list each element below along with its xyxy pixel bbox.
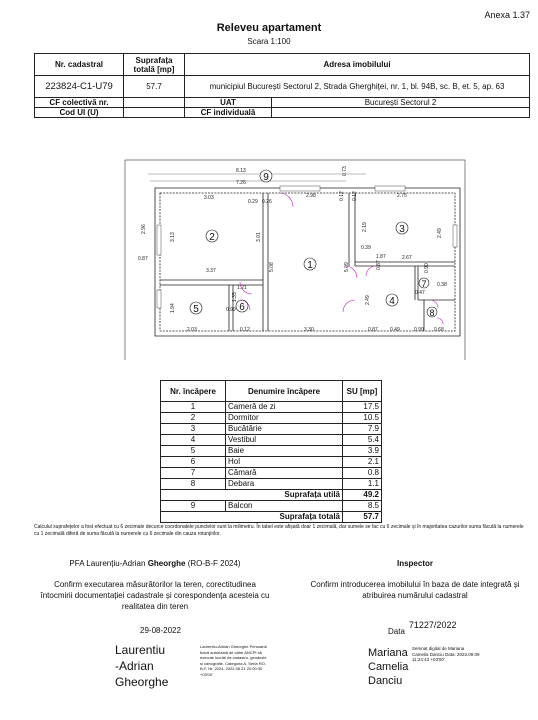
svg-text:3.03: 3.03 [204, 195, 214, 201]
svg-text:0.87: 0.87 [368, 327, 378, 333]
svg-text:2: 2 [209, 232, 215, 243]
surveyor-signature: Laurentiu -Adrian Gheorghe [115, 643, 169, 689]
document-title: Releveu apartament [216, 22, 322, 34]
svg-text:1.94: 1.94 [170, 303, 176, 313]
uat-label: UAT [185, 98, 272, 108]
svg-text:1.21: 1.21 [237, 285, 247, 291]
cf-colectiva-label: CF colectivă nr. [35, 98, 124, 108]
useful-area-row: Suprafața utilă 49.2 [161, 490, 382, 501]
svg-text:6: 6 [239, 302, 245, 313]
svg-text:0.90: 0.90 [424, 263, 430, 273]
room-7-marker [419, 278, 429, 289]
svg-text:0.12: 0.12 [240, 327, 250, 333]
table-row: 5 Baie 3.9 [161, 446, 382, 457]
surveyor-digital-stamp: Laurentiu-Adrian Gheorghe Persoană fizică autorizată de către ANCPI să execute lucrări de cadastru, geodezie și cartografie. Categoria A, Seria RO-B-F, Nr. 2024. 2022.08.31 20:00:30 +03'00' [200, 644, 267, 677]
svg-text:0.87: 0.87 [376, 260, 382, 270]
scale-label: Scara 1:100 [247, 37, 291, 46]
surface-label: Suprafața totală [mp] [124, 54, 185, 76]
cod-ui-label: Cod UI (U) [35, 108, 124, 118]
rooms-table [160, 380, 382, 523]
svg-text:2.96: 2.96 [141, 224, 147, 234]
inspector-heading: Inspector [396, 559, 433, 568]
svg-text:0.68: 0.68 [434, 327, 444, 333]
floor-plan [0, 150, 538, 360]
table-row: 8 Debara 1.1 [161, 479, 382, 490]
svg-text:1.87: 1.87 [376, 254, 386, 260]
surveyor-confirmation: Confirm executarea măsurătorilor la teren, corectitudinea întocmirii documentației cadastrale și corespondența acesteia cu realitatea din teren [40, 580, 270, 611]
svg-text:0.47: 0.47 [415, 290, 425, 296]
table-row: 7 Cămară 0.8 [161, 468, 382, 479]
svg-text:8.13: 8.13 [236, 168, 246, 174]
address-label: Adresa imobilului [185, 54, 530, 76]
svg-text:0.38: 0.38 [437, 282, 447, 288]
room-1-marker [304, 258, 316, 271]
svg-text:8: 8 [429, 308, 435, 318]
surface-value: 57.7 [124, 76, 185, 98]
svg-text:3.13: 3.13 [170, 232, 176, 242]
svg-text:0.49: 0.49 [390, 327, 400, 333]
svg-text:1: 1 [307, 260, 313, 271]
room-2-marker [206, 230, 218, 243]
room-8-marker [427, 307, 437, 318]
svg-text:2.67: 2.67 [402, 255, 412, 261]
room-4-marker [386, 294, 398, 307]
svg-text:0.87: 0.87 [138, 256, 148, 262]
svg-text:1.35: 1.35 [232, 292, 238, 302]
svg-text:2.19: 2.19 [362, 222, 368, 232]
svg-text:2.98: 2.98 [306, 193, 316, 199]
svg-text:3.30: 3.30 [304, 327, 314, 333]
room-5-marker [190, 302, 202, 315]
property-info-table [34, 53, 530, 118]
room-3-marker [396, 222, 408, 235]
svg-text:2.75: 2.75 [397, 193, 407, 199]
svg-text:5.08: 5.08 [269, 262, 275, 272]
svg-text:3: 3 [399, 224, 405, 235]
svg-text:7: 7 [421, 279, 427, 289]
svg-text:0.73: 0.73 [342, 166, 348, 176]
svg-text:3.37: 3.37 [206, 268, 216, 274]
svg-text:0.12: 0.12 [352, 191, 358, 201]
col-nr-header: Nr. încăpere [161, 381, 226, 402]
svg-text:0.12: 0.12 [339, 191, 345, 201]
table-row: 6 Hol 2.1 [161, 457, 382, 468]
annex-label: Anexa 1.37 [484, 10, 530, 20]
svg-text:4: 4 [389, 296, 395, 307]
inspector-data: Data71227/2022 [388, 620, 457, 636]
svg-text:2.49: 2.49 [365, 295, 371, 305]
inspector-confirmation: Confirm introducerea imobilului în baza de date integrată și atribuirea numărului cadastral [310, 580, 520, 600]
col-name-header: Denumire încăpere [226, 381, 343, 402]
svg-text:0.29: 0.29 [248, 199, 258, 205]
svg-text:3.01: 3.01 [256, 232, 262, 242]
svg-text:0.90: 0.90 [414, 327, 424, 333]
table-row: 3 Bucătărie 7.9 [161, 424, 382, 435]
address-value: municipiul București Sectorul 2, Strada Gherghiței, nr. 1, bl. 94B, sc. B, et. 5, ap. 63 [185, 76, 530, 98]
svg-text:0.39: 0.39 [361, 245, 371, 251]
calculation-note: Calculul suprafețelor a fost efectuat cu 6 zecimale decurce coordonatele punctelor sunt la milimetru. În tabel este afișată doar 1 zecimală, dar sumele se fac cu 6 zecimale și în majoritatea cazurilor suma făcută la numerele cu 1 zecimală diferă de suma făcută la numerele cu 6 zecimale din cauza rotunjirilor. [34, 524, 524, 537]
cadastral-label: Nr. cadastral [35, 54, 124, 76]
surveyor-heading: PFA Laurențiu-Adrian Gheorghe (RO-B-F 2024) [69, 559, 241, 568]
table-row: 1 Cameră de zi 17.5 [161, 402, 382, 413]
svg-text:0.26: 0.26 [262, 199, 272, 205]
inspector-digital-stamp: Semnat digital de Mariana Camelia Danciu Data: 2022.09.09 11:24:43 +03'00' [412, 646, 480, 662]
svg-text:5.09: 5.09 [344, 262, 350, 272]
cadastral-value: 223824-C1-U79 [35, 76, 124, 98]
svg-text:5: 5 [193, 304, 199, 315]
cf-individuala-label: CF individuală [185, 108, 272, 118]
svg-text:2.03: 2.03 [187, 327, 197, 333]
table-row: 2 Dormitor 10.5 [161, 413, 382, 424]
inspector-signature: Mariana Camelia Danciu [368, 647, 409, 687]
balcony-row: 9 Balcon 8.5 [161, 501, 382, 512]
svg-text:7.26: 7.26 [236, 180, 246, 186]
svg-text:0.99: 0.99 [226, 307, 236, 313]
surveyor-date: 29-08-2022 [140, 626, 181, 635]
uat-value: București Sectorul 2 [272, 98, 530, 108]
windows [157, 186, 457, 308]
total-area-row: Suprafața totală 57.7 [161, 512, 382, 523]
table-row: 4 Vestibul 5.4 [161, 435, 382, 446]
col-su-header: SU [mp] [343, 381, 382, 402]
svg-text:9: 9 [263, 172, 269, 183]
svg-text:2.49: 2.49 [437, 228, 443, 238]
door-swings [240, 193, 443, 324]
